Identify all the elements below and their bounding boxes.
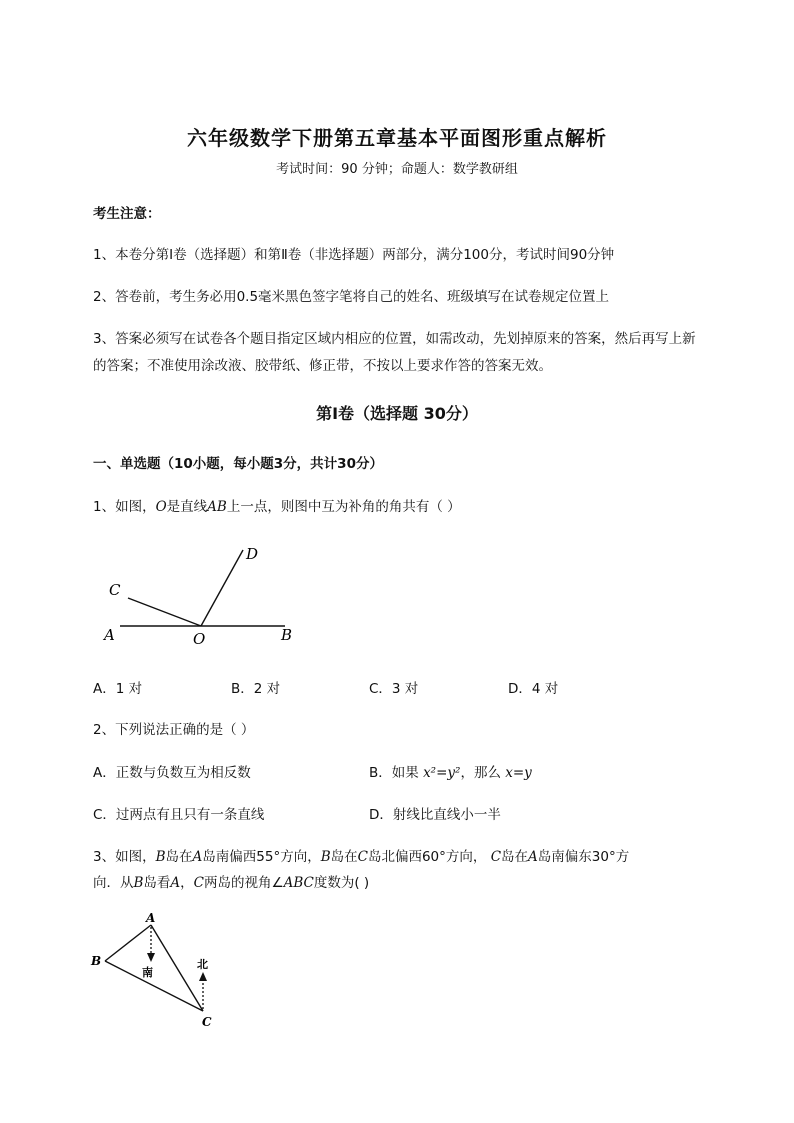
q3-l1-p2: 岛在 <box>165 849 193 865</box>
label-d: D <box>246 545 259 563</box>
part-heading: 一、单选题（10小题，每小题3分，共计30分） <box>93 456 383 472</box>
q3-l1-p12: 岛南偏东30°方 <box>537 849 630 865</box>
label-b: B <box>281 626 293 644</box>
notice-item-3: 3、答案必须写在试卷各个题目指定区域内相应的位置，如需改动，先划掉原来的答案，然后再写上新 <box>93 331 696 347</box>
q3-l1-p0: 3、如图， <box>93 849 156 865</box>
q1-figure <box>95 540 305 652</box>
q3-l2-p4: ， <box>180 875 194 891</box>
q2-option-b-mid: ，那么 <box>460 765 506 781</box>
label-o: O <box>193 630 206 648</box>
q3-l2-p1: B <box>133 875 144 891</box>
q2-option-b-eq2: x=y <box>505 765 532 781</box>
q3-l2-p3: A <box>170 875 181 891</box>
question-1 <box>93 495 461 515</box>
label-south: 南 <box>142 966 153 979</box>
q2-option-b-prefix: B．如果 <box>369 765 424 781</box>
label-a: A <box>104 626 115 644</box>
label-c: C <box>202 1015 212 1029</box>
q1-var-ab: AB <box>207 499 227 515</box>
q1-text-prefix: 1、如图， <box>93 499 156 515</box>
q3-l2-p5: C <box>193 875 205 891</box>
q3-l1-p5: B <box>320 849 331 865</box>
q3-l1-p3: A <box>192 849 203 865</box>
exam-subtitle: 考试时间：90 分钟；命题人：数学教研组 <box>276 162 518 177</box>
q2-option-b-eq1: x²=y² <box>423 765 461 781</box>
notice-item-1: 1、本卷分第Ⅰ卷（选择题）和第Ⅱ卷（非选择题）两部分，满分100分，考试时间90分钟 <box>93 247 615 263</box>
question-3-line-2 <box>93 871 369 891</box>
page-title: 六年级数学下册第五章基本平面图形重点解析 <box>187 126 607 150</box>
q1-option-b[interactable]: B．2 对 <box>231 681 281 697</box>
question-3-line-1 <box>93 845 629 865</box>
q3-l2-p6: 两岛的视角∠ <box>204 875 284 891</box>
q3-l1-p9: C <box>490 849 502 865</box>
north-arrow-head <box>199 972 207 981</box>
notice-heading: 考生注意： <box>93 206 161 222</box>
q3-l1-p6: 岛在 <box>330 849 358 865</box>
q1-text-suffix: 上一点，则图中互为补角的角共有（ ） <box>226 499 461 515</box>
q2-option-a[interactable]: A．正数与负数互为相反数 <box>93 765 251 781</box>
q3-l1-p4: 岛南偏西55°方向， <box>202 849 321 865</box>
section-title: 第Ⅰ卷（选择题 30分） <box>316 404 478 423</box>
q3-l1-p11: A <box>528 849 538 865</box>
label-c: C <box>109 581 121 599</box>
ray-oc <box>128 598 201 626</box>
q3-figure <box>85 905 225 1035</box>
q3-l1-p7: C <box>357 849 368 865</box>
q1-option-d[interactable]: D．4 对 <box>508 681 559 697</box>
q3-l2-p0: 向．从 <box>93 875 134 891</box>
segment-ba <box>105 925 151 961</box>
notice-item-3-cont: 的答案；不准使用涂改液、胶带纸、修正带，不按以上要求作答的答案无效。 <box>93 358 552 374</box>
notice-item-2: 2、答卷前，考生务必用0.5毫米黑色签字笔将自己的姓名、班级填写在试卷规定位置上 <box>93 289 610 305</box>
q1-option-a[interactable]: A．1 对 <box>93 681 143 697</box>
q3-l1-p1: B <box>155 849 166 865</box>
q1-option-c[interactable]: C．3 对 <box>369 681 419 697</box>
q3-l2-p2: 岛看 <box>143 875 171 891</box>
ray-od <box>201 550 243 626</box>
south-arrow-head <box>147 953 155 962</box>
q3-l2-p8: 度数为( ) <box>313 875 370 891</box>
q1-text-mid: 是直线 <box>166 499 208 515</box>
q2-option-b[interactable] <box>369 761 532 781</box>
label-a: A <box>146 911 156 925</box>
q1-var-o: O <box>155 499 167 515</box>
q2-option-d[interactable]: D．射线比直线小一半 <box>369 807 501 823</box>
q2-option-c[interactable]: C．过两点有且只有一条直线 <box>93 807 265 823</box>
q3-l2-p7: ABC <box>283 875 314 891</box>
q3-l1-p8: 岛北偏西60°方向， <box>367 849 491 865</box>
question-2: 2、下列说法正确的是（ ） <box>93 722 255 738</box>
label-north: 北 <box>197 958 208 971</box>
label-b: B <box>91 954 102 968</box>
q3-l1-p10: 岛在 <box>501 849 529 865</box>
